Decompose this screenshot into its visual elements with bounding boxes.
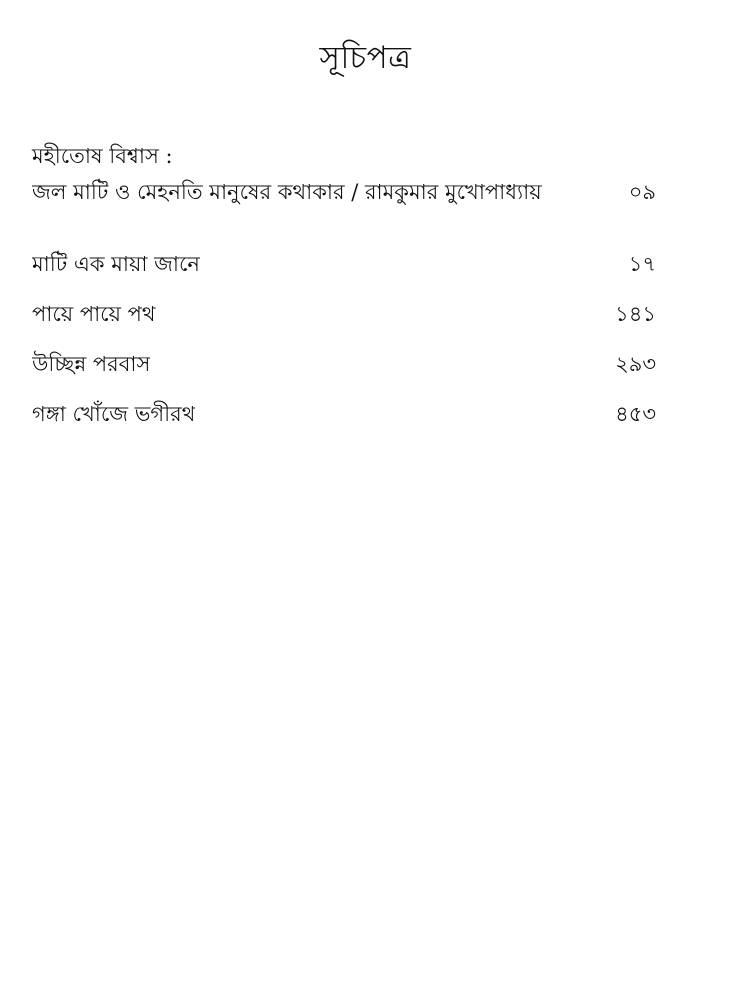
toc-entry-page: ২৯৩ — [615, 352, 656, 376]
toc-entry-title: উচ্ছিন্ন পরবাস — [32, 352, 151, 376]
toc-entry — [32, 250, 656, 278]
toc-entry-title: গঙ্গা খোঁজে ভগীরথ — [32, 402, 196, 426]
toc-entry-title: পায়ে পায়ে পথ — [32, 302, 156, 326]
toc-entry — [32, 300, 656, 328]
toc-entry-essay — [32, 178, 656, 206]
toc-entry-page: ১৪১ — [615, 302, 656, 326]
toc-entry-page: ১৭ — [628, 252, 656, 276]
toc-entry — [32, 400, 656, 428]
toc-entry-title: মাটি এক মায়া জানে — [32, 252, 200, 276]
author-heading: মহীতোষ বিশ্বাস : — [32, 144, 173, 168]
page-title: সূচিপত্র — [319, 40, 412, 76]
table-of-contents — [32, 142, 656, 428]
toc-entry-title: জল মাটি ও মেহনতি মানুষের কথাকার / রামকুমার মুখোপাধ্যায় — [32, 180, 542, 204]
toc-entry — [32, 350, 656, 378]
toc-entry-page: ৪৫৩ — [615, 402, 656, 426]
toc-entry-page: ০৯ — [628, 180, 656, 204]
